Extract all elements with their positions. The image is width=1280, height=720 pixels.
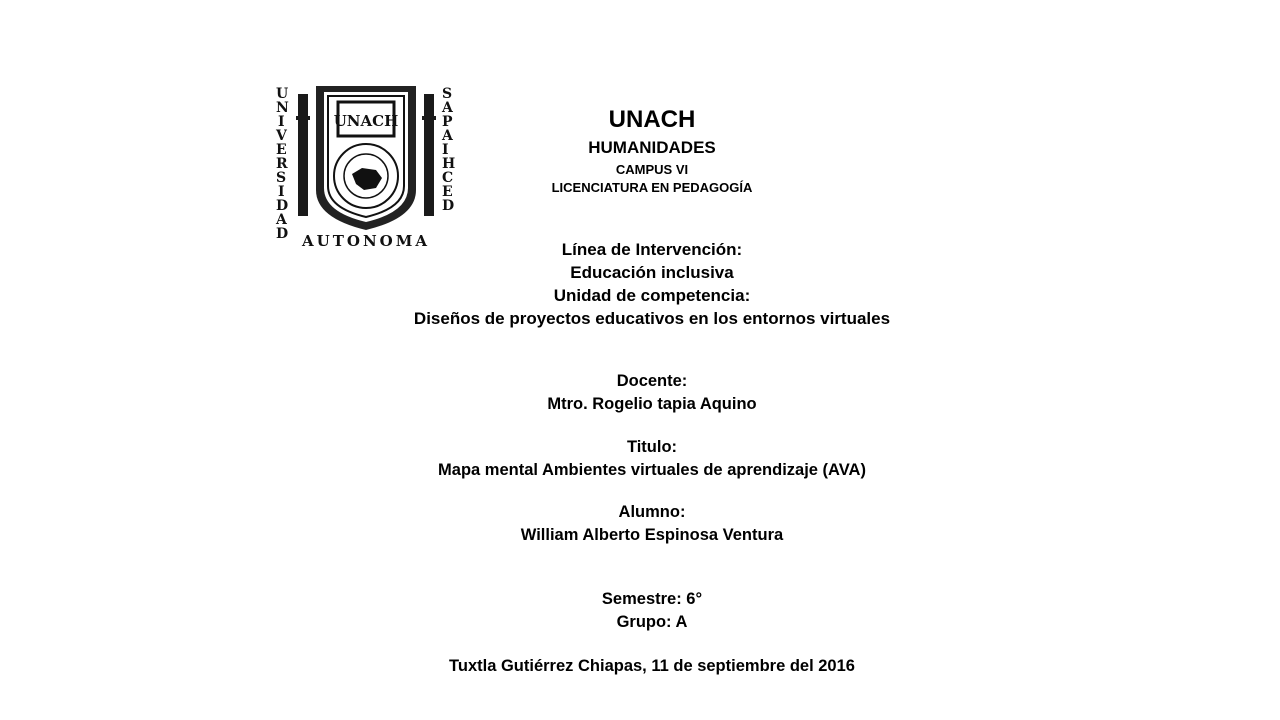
semestre-line: Semestre: 6° [601, 590, 703, 608]
linea-value: Educación inclusiva [570, 263, 734, 282]
svg-text:I: I [278, 184, 285, 200]
degree-name: LICENCIATURA EN PEDAGOGÍA [551, 180, 753, 195]
svg-text:R: R [276, 156, 288, 172]
svg-text:C: C [442, 170, 454, 186]
svg-text:P: P [442, 114, 453, 130]
svg-text:I: I [278, 114, 285, 130]
svg-text:D: D [276, 226, 289, 242]
svg-text:U: U [276, 86, 289, 102]
svg-text:A: A [276, 212, 287, 228]
svg-text:D: D [442, 198, 455, 214]
svg-text:AUTONOMA: AUTONOMA [302, 232, 430, 250]
titulo-value: Mapa mental Ambientes virtuales de aprendizaje (AVA) [438, 461, 866, 479]
titulo-label: Titulo: [626, 438, 678, 456]
svg-text:D: D [276, 198, 289, 214]
campus-name: CAMPUS VI [615, 162, 689, 177]
alumno-value: William Alberto Espinosa Ventura [520, 526, 784, 544]
docente-label: Docente: [616, 372, 688, 390]
alumno-label: Alumno: [618, 503, 686, 521]
docente-value: Mtro. Rogelio tapia Aquino [547, 395, 757, 413]
grupo-line: Grupo: A [616, 613, 688, 631]
svg-text:N: N [276, 100, 289, 116]
faculty-name: HUMANIDADES [588, 138, 716, 157]
svg-text:S: S [442, 86, 453, 102]
linea-label: Línea de Intervención: [561, 240, 743, 259]
svg-text:I: I [442, 142, 449, 158]
unidad-value: Diseños de proyectos educativos en los entornos virtuales [413, 309, 891, 328]
university-seal-logo [272, 80, 460, 250]
place-date-line: Tuxtla Gutiérrez Chiapas, 11 de septiembre del 2016 [449, 657, 855, 675]
institution-name: UNACH [608, 106, 696, 133]
svg-text:S: S [276, 170, 287, 186]
svg-text:UNACH: UNACH [333, 112, 399, 130]
svg-text:V: V [276, 128, 287, 144]
svg-text:E: E [442, 184, 453, 200]
svg-text:H: H [442, 156, 456, 172]
unidad-label: Unidad de competencia: [553, 286, 751, 305]
svg-text:A: A [442, 128, 453, 144]
svg-text:E: E [276, 142, 287, 158]
svg-text:A: A [442, 100, 453, 116]
